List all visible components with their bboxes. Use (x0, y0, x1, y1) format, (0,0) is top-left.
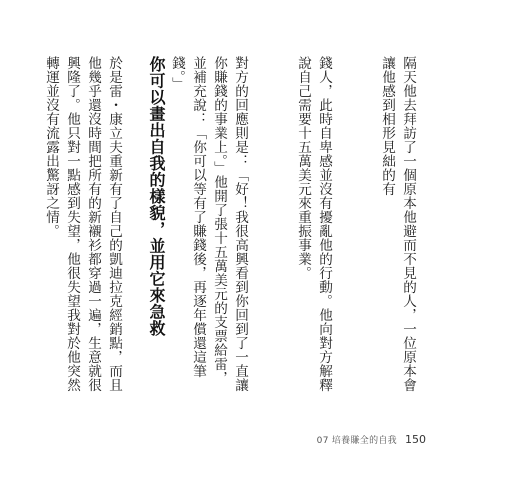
section-heading: 你可以畫出自我的樣貌，並用它來急救 (147, 56, 166, 337)
page-footer (317, 433, 426, 446)
body-paragraph: 對方的回應則是：「好！我很高興看到你回到了一直讓你賺錢的事業上。」他開了張十五萬美元的支票給雷，並補充說：「你可以等有了賺錢後，再逐年償還這筆錢。」 (169, 56, 248, 392)
page-number: 150 (405, 433, 426, 446)
body-paragraph: 錢人，此時自卑感並沒有擾亂他的行動。他向對方解釋說自己需要十五萬美元來重振事業。 (295, 56, 332, 392)
body-paragraph-first-line: 隔天他去拜訪了一個原本他避而不見的人，一位原本會讓他感到相形見絀的有 (379, 56, 416, 392)
body-paragraph: 於是雷・康立夫重新有了自己的凱迪拉克經銷點，而且他幾乎還沒時間把所有的新襯衫都穿過一遍，生意就很興隆了。他只對一點感到失望，他很失望我對於他突然轉運並沒有流露出驚訝之情。 (43, 56, 122, 392)
running-head: 07 培養賺全的自我 (316, 436, 397, 446)
